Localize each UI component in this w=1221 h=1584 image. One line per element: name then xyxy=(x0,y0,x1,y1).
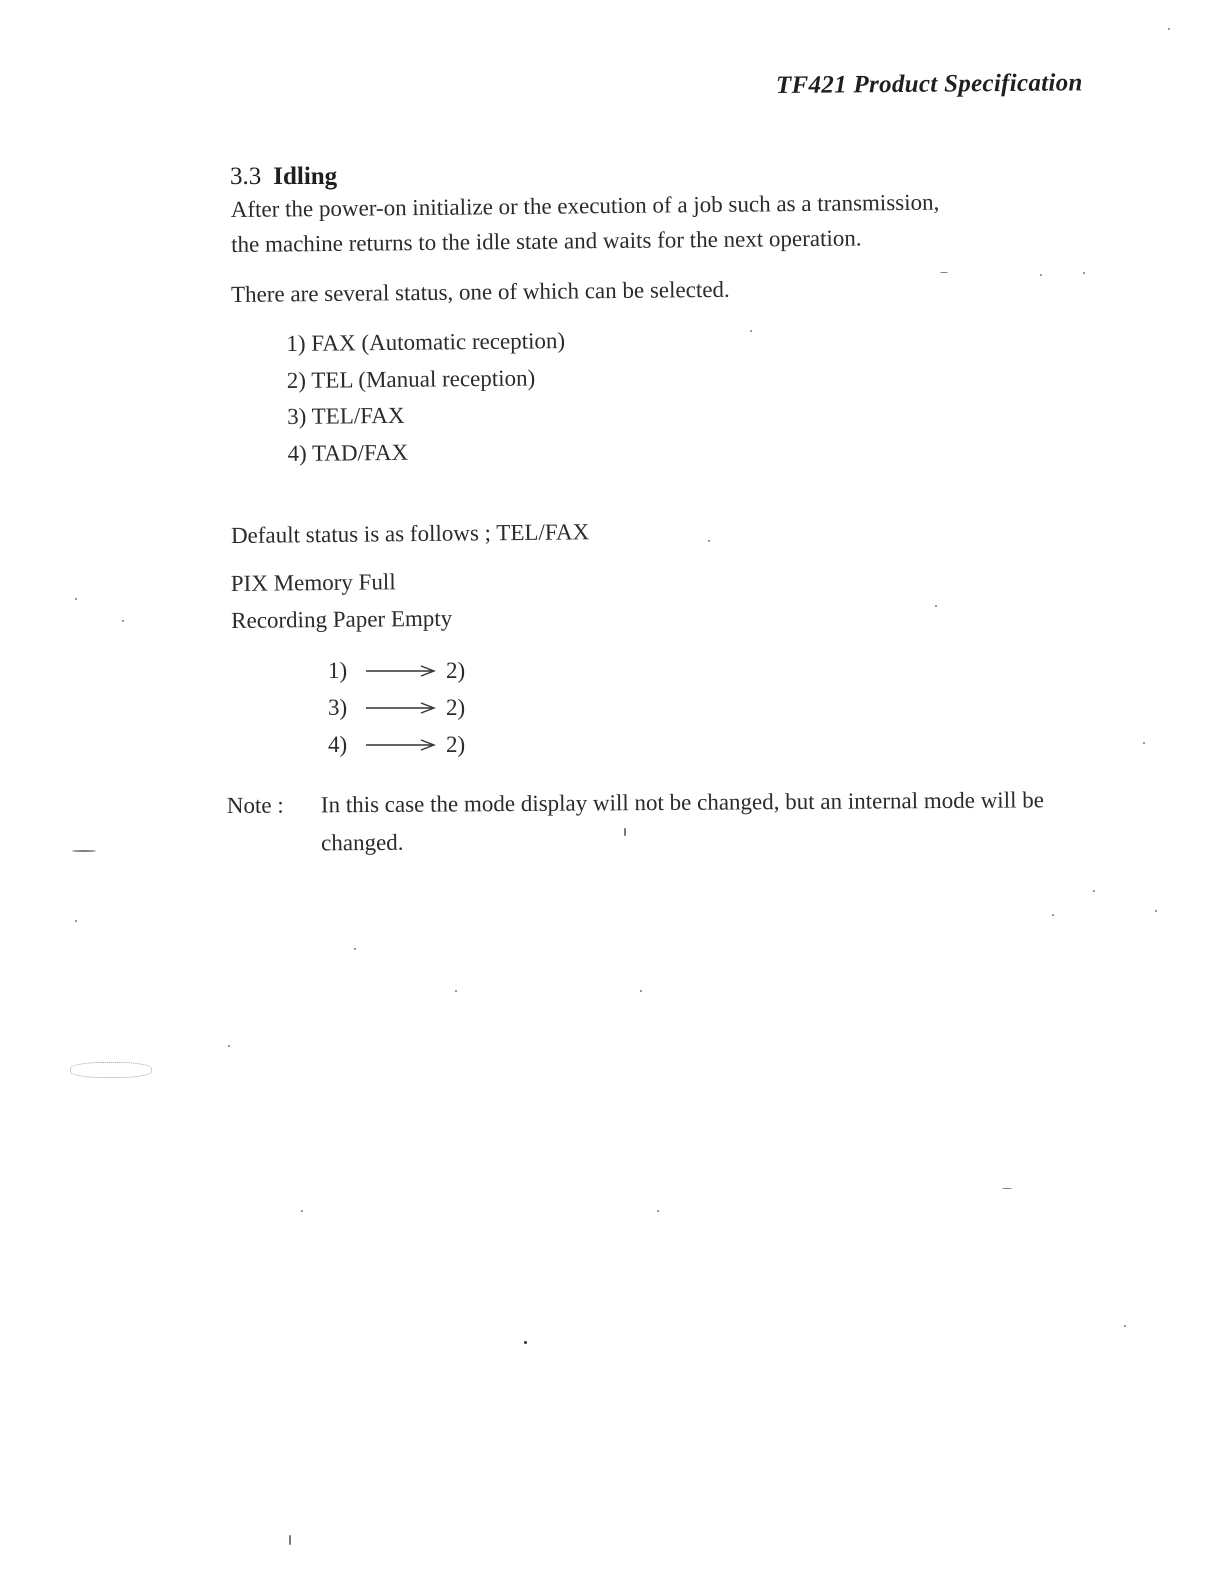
section-heading xyxy=(230,163,337,191)
transition-from: 4) xyxy=(328,732,348,757)
status-options-list xyxy=(286,323,566,472)
transition-from: 1) xyxy=(328,658,348,683)
note-text: In this case the mode display will not be changed, but an internal mode will be changed. xyxy=(320,787,1044,856)
right-arrow-icon xyxy=(366,702,436,714)
list-item: 3) TEL/FAX xyxy=(287,402,405,429)
intro-line: After the power-on initialize or the execution of a job such as a transmission, xyxy=(230,189,940,223)
scan-speck xyxy=(122,620,124,622)
right-arrow-icon xyxy=(366,665,436,677)
scan-speck xyxy=(1155,910,1157,912)
scan-speck xyxy=(72,850,96,852)
right-arrow-icon xyxy=(366,739,436,751)
scan-speck xyxy=(940,272,948,273)
scan-speck xyxy=(1040,274,1042,276)
scan-speck xyxy=(708,540,710,542)
scan-speck xyxy=(640,990,642,992)
transition-from: 3) xyxy=(328,695,348,720)
transition-row xyxy=(328,652,465,689)
scan-speck xyxy=(935,605,937,607)
transition-to: 2) xyxy=(446,732,466,757)
scan-speck xyxy=(750,330,752,332)
list-item: 4) TAD/FAX xyxy=(287,439,409,466)
section-title: Idling xyxy=(273,163,338,190)
scan-speck xyxy=(524,1341,527,1344)
scan-speck xyxy=(228,1045,230,1047)
scan-speck xyxy=(289,1535,291,1545)
scan-speck xyxy=(301,1210,303,1212)
scan-speck xyxy=(455,990,457,992)
scan-speck xyxy=(1168,28,1170,30)
scan-speck xyxy=(657,1210,659,1212)
scan-speck xyxy=(624,828,626,836)
default-status: Default status is as follows ; TEL/FAX xyxy=(230,519,590,548)
running-header: TF421 Product Specification xyxy=(775,69,1083,99)
scan-speck xyxy=(75,598,77,600)
list-item: 1) FAX (Automatic reception) xyxy=(286,328,566,357)
intro-line: the machine returns to the idle state and waits for the next operation. xyxy=(231,225,862,257)
condition-line: Recording Paper Empty xyxy=(231,605,453,633)
transition-to: 2) xyxy=(446,695,466,720)
transition-row xyxy=(328,726,465,763)
transition-row xyxy=(328,689,465,726)
scan-speck xyxy=(1083,272,1085,274)
note-label: Note : xyxy=(226,792,284,819)
scan-speck xyxy=(1093,890,1095,892)
transition-to: 2) xyxy=(446,658,466,683)
conditions xyxy=(231,563,453,639)
scan-speck xyxy=(1124,1325,1126,1327)
status-intro: There are several status, one of which can be selected. xyxy=(230,276,730,307)
condition-line: PIX Memory Full xyxy=(230,569,396,597)
scan-speck xyxy=(75,920,77,922)
scan-speck xyxy=(1052,914,1054,916)
section-number: 3.3 xyxy=(230,163,262,190)
scan-speck xyxy=(354,948,356,950)
scan-speck xyxy=(70,1062,152,1078)
list-item: 2) TEL (Manual reception) xyxy=(286,364,536,393)
scan-speck xyxy=(1002,1188,1012,1189)
transition-list xyxy=(328,652,465,763)
note xyxy=(227,781,1122,863)
scan-speck xyxy=(1143,742,1145,744)
intro-paragraph xyxy=(231,185,940,262)
